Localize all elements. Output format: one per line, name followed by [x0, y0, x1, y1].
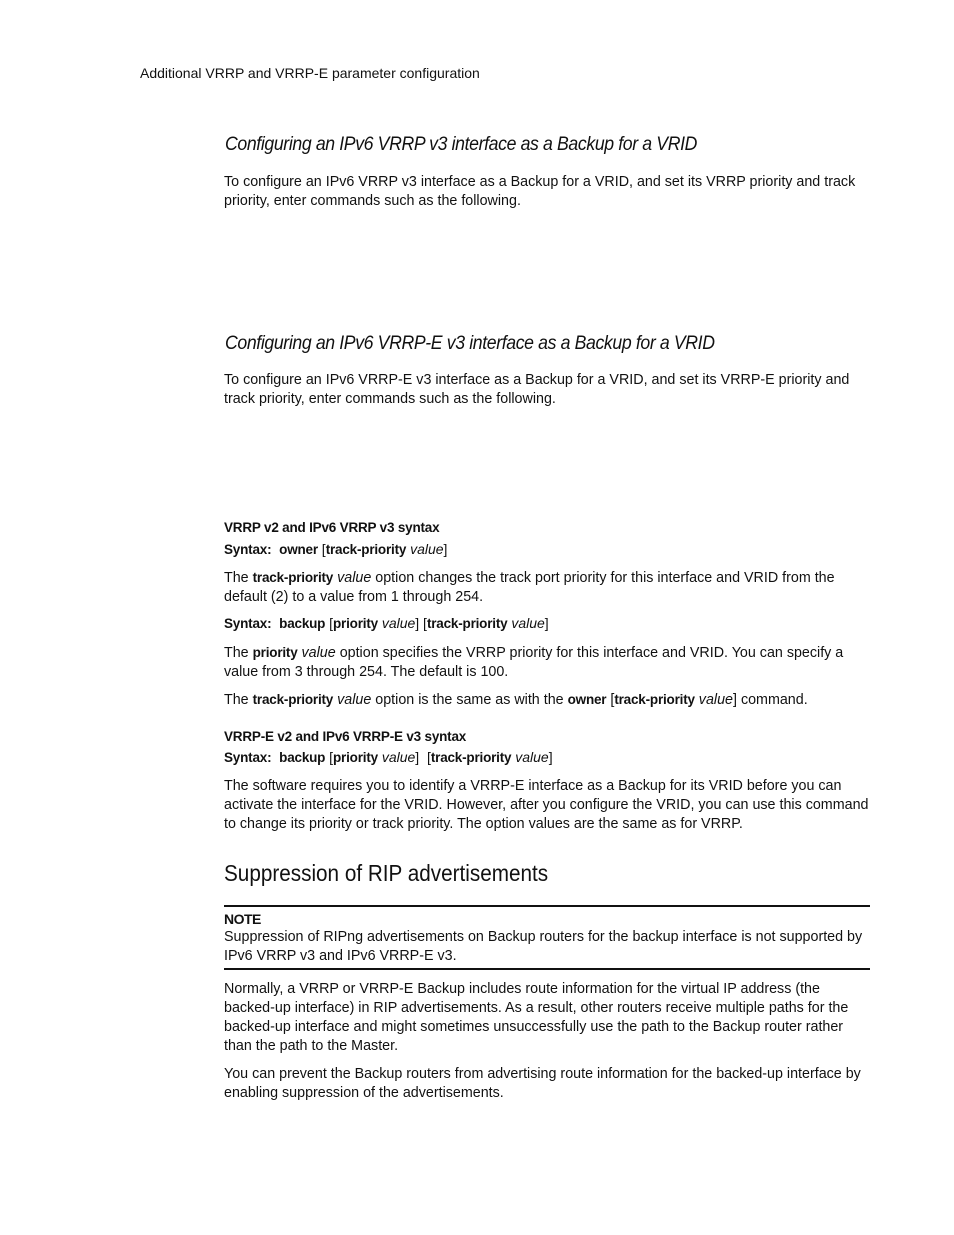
section-body-vrrp-v3-backup: To configure an IPv6 VRRP v3 interface as a Backup for a VRID, and set its VRRP priority and track priority, enter commands such as the following.	[224, 174, 856, 209]
note-bottom-rule	[224, 968, 870, 970]
track-priority-same-description: The track-priority value option is the same as with the owner [track-priority value] command.	[224, 692, 808, 708]
syntax-vrrpe-backup: Syntax: backup [priority value] [track-priority value]	[224, 749, 553, 765]
running-header: Additional VRRP and VRRP-E parameter configuration	[140, 65, 480, 81]
vrrpe-syntax-label: VRRP-E v2 and IPv6 VRRP-E v3 syntax	[224, 729, 467, 744]
note-top-rule	[224, 905, 870, 907]
note-label: NOTE	[224, 911, 261, 927]
track-priority-description: The track-priority value option changes the track port priority for this interface and VRID from the default (2) to a value from 1 through 254.	[224, 570, 835, 605]
rip-paragraph-2: You can prevent the Backup routers from advertising route information for the backed-up interface by enabling suppression of the advertisements.	[224, 1066, 861, 1101]
note-body: Suppression of RIPng advertisements on Backup routers for the backup interface is not supported by IPv6 VRRP v3 and IPv6 VRRP-E v3.	[224, 929, 863, 964]
section-heading-rip-suppression: Suppression of RIP advertisements	[224, 860, 549, 886]
section-heading-vrrpe-v3-backup: Configuring an IPv6 VRRP-E v3 interface as a Backup for a VRID	[225, 333, 715, 354]
priority-description: The priority value option specifies the VRRP priority for this interface and VRID. You can specify a value from 3 through 254. The default is 100.	[224, 645, 844, 680]
vrrp-syntax-label: VRRP v2 and IPv6 VRRP v3 syntax	[224, 520, 440, 535]
vrrpe-syntax-description: The software requires you to identify a VRRP-E interface as a Backup for its VRID before you can activate the interface for the VRID. However, after you configure the VRID, you can use this command to change its priority or track priority. The option values are the same as for VRRP.	[224, 778, 869, 832]
section-body-vrrpe-v3-backup: To configure an IPv6 VRRP-E v3 interface as a Backup for a VRID, and set its VRRP-E priority and track priority, enter commands such as the following.	[224, 372, 850, 407]
syntax-owner: Syntax: owner [track-priority value]	[224, 541, 448, 557]
section-heading-vrrp-v3-backup: Configuring an IPv6 VRRP v3 interface as a Backup for a VRID	[225, 134, 698, 155]
syntax-backup: Syntax: backup [priority value] [track-priority value]	[224, 615, 549, 631]
rip-paragraph-1: Normally, a VRRP or VRRP-E Backup includes route information for the virtual IP address (the backed-up interface) in RIP advertisements. As a result, other routers receive multiple paths for the backed-up interface and might sometimes unsuccessfully use the path to the Backup router rather than the path to the Master.	[224, 981, 849, 1054]
